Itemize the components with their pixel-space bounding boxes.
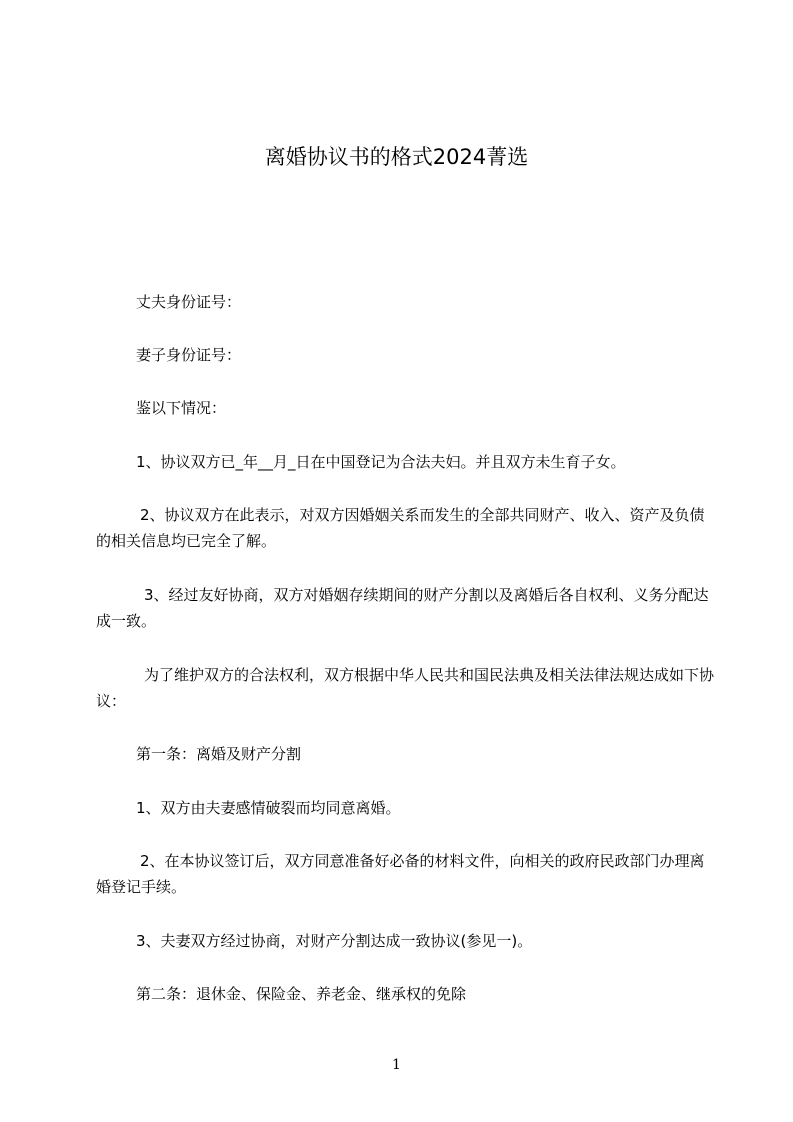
paragraph-legal-basis: 为了维护双方的合法权利，双方根据中华人民共和国民法典及相关法律法规达成如下协议： [96, 666, 715, 710]
document-title: 离婚协议书的格式2024菁选 [264, 145, 529, 169]
paragraph-registration: 1、协议双方已_年__月_日在中国登记为合法夫妇。并且双方未生育子女。 [136, 453, 626, 471]
article-two-heading: 第二条：退休金、保险金、养老金、继承权的免除 [136, 985, 467, 1003]
article-one-item-3: 3、夫妻双方经过协商，对财产分割达成一致协议(参见一)。 [136, 932, 533, 950]
paragraph-property-awareness: 2、协议双方在此表示，对双方因婚姻关系而发生的全部共同财产、收入、资产及负债的相关信息均已完全了解。 [96, 506, 705, 550]
wife-id-line: 妻子身份证号： [136, 346, 242, 364]
article-one-item-1: 1、双方由夫妻感情破裂而均同意离婚。 [136, 799, 401, 817]
husband-id-line: 丈夫身份证号： [136, 293, 242, 311]
page-number: 1 [392, 1057, 401, 1073]
article-one-item-2: 2、在本协议签订后，双方同意准备好必备的材料文件，向相关的政府民政部门办理离婚登记手续。 [96, 852, 705, 896]
circumstances-heading: 鉴以下情况： [136, 399, 227, 417]
article-one-heading: 第一条：离婚及财产分割 [136, 745, 302, 763]
paragraph-agreement-reached: 3、经过友好协商，双方对婚姻存续期间的财产分割以及离婚后各自权利、义务分配达成一致。 [96, 586, 709, 630]
